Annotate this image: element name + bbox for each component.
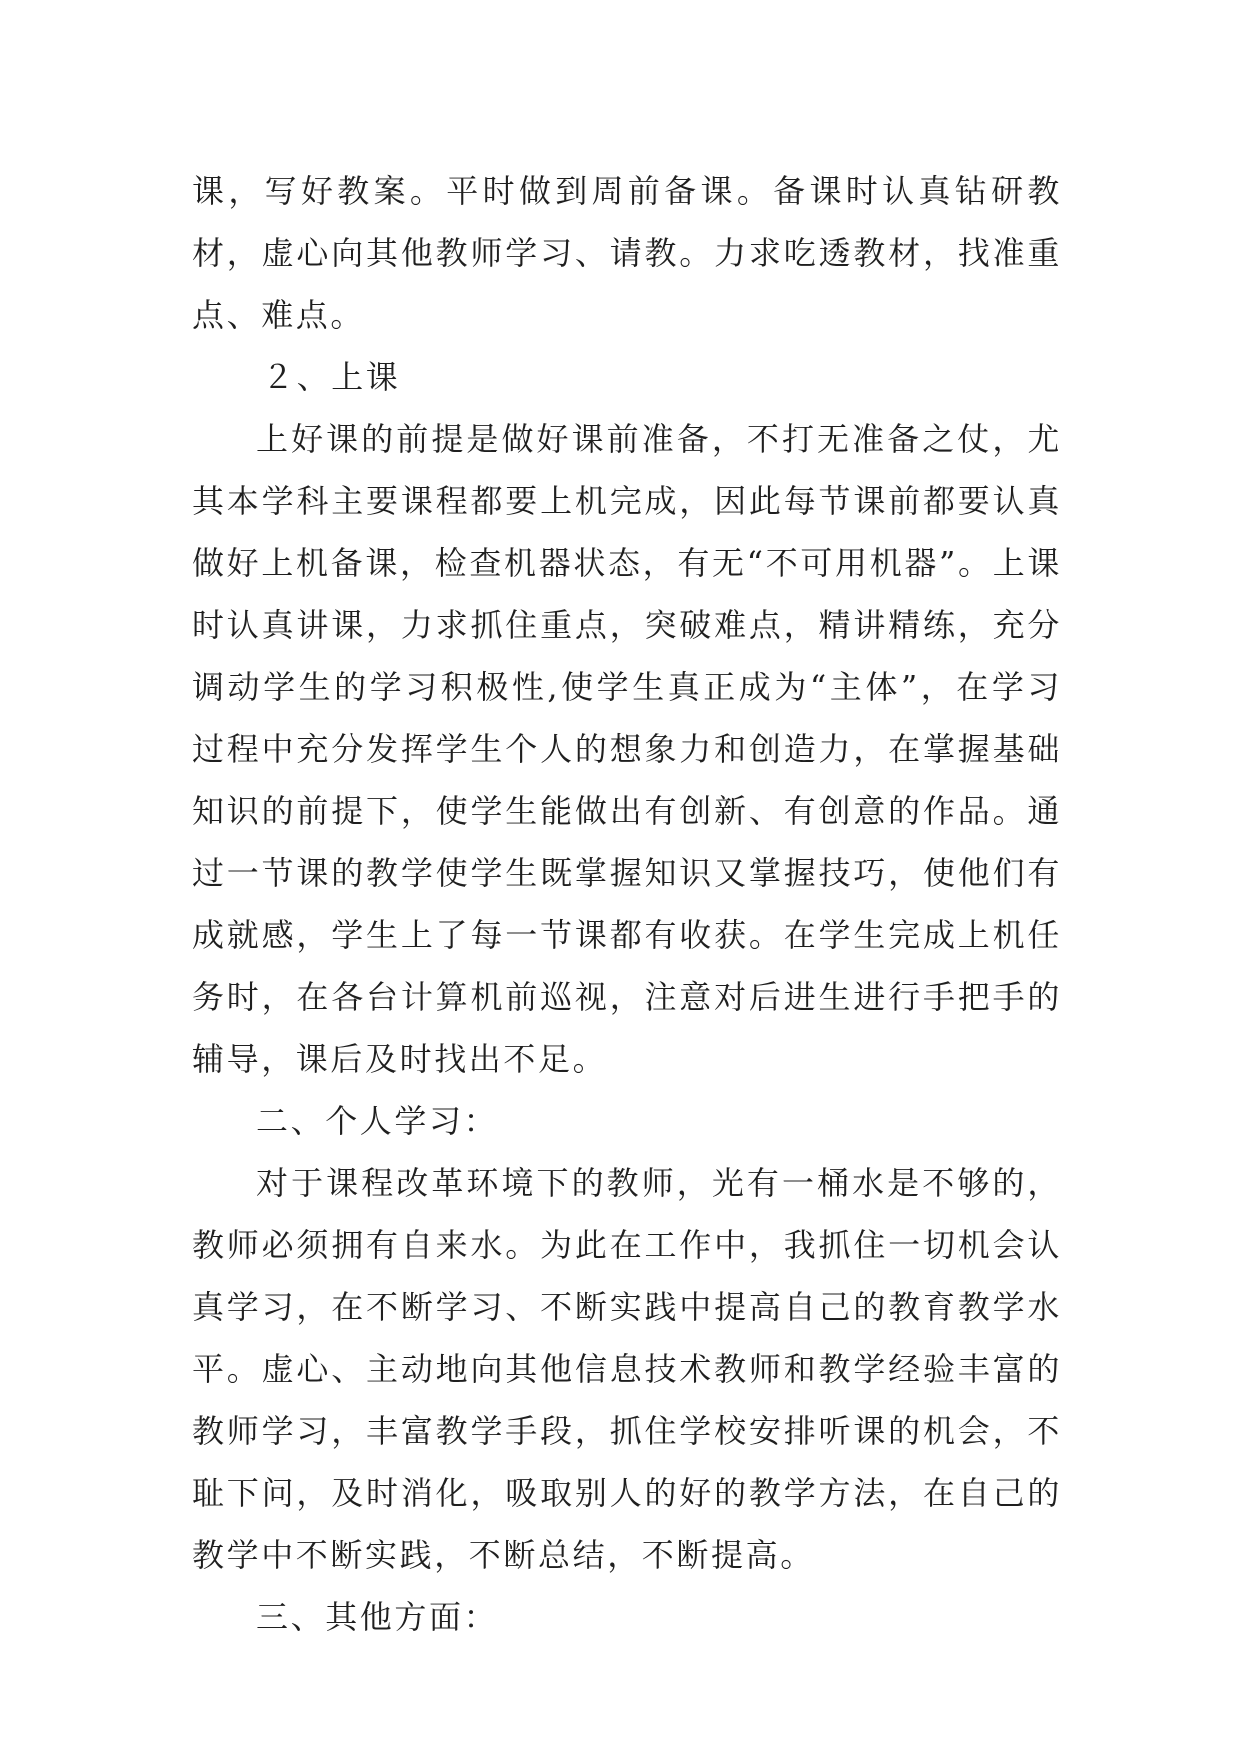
heading-other-aspects: 三、其他方面：: [256, 1598, 499, 1636]
heading-personal-study: 二、个人学习：: [256, 1102, 499, 1140]
subheading-class: ２、上课: [262, 358, 401, 396]
paragraph-continued-lesson-prep: 课，写好教案。平时做到周前备课。备课时认真钻研教材，虚心向其他教师学习、请教。力求吃透教材，找准重点、难点。: [192, 172, 1062, 334]
paragraph-class: 上好课的前提是做好课前准备，不打无准备之仗，尤其本学科主要课程都要上机完成，因此每节课前都要认真做好上机备课，检查机器状态，有无“不可用机器”。上课时认真讲课，力求抓住重点，突破难点，精讲精练，充分调动学生的学习积极性,使学生真正成为“主体”，在学习过程中充分发挥学生个人的想象力和创造力，在掌握基础知识的前提下，使学生能做出有创新、有创意的作品。通过一节课的教学使学生既掌握知识又掌握技巧，使他们有成就感，学生上了每一节课都有收获。在学生完成上机任务时，在各台计算机前巡视，注意对后进生进行手把手的辅导，课后及时找出不足。: [192, 420, 1062, 1078]
paragraph-personal-study: 对于课程改革环境下的教师，光有一桶水是不够的，教师必须拥有自来水。为此在工作中，我抓住一切机会认真学习，在不断学习、不断实践中提高自己的教育教学水平。虚心、主动地向其他信息技术教师和教学经验丰富的教师学习，丰富教学手段，抓住学校安排听课的机会，不耻下问，及时消化，吸取别人的好的教学方法，在自己的教学中不断实践，不断总结，不断提高。: [192, 1164, 1062, 1574]
document-body: [192, 160, 1062, 1648]
